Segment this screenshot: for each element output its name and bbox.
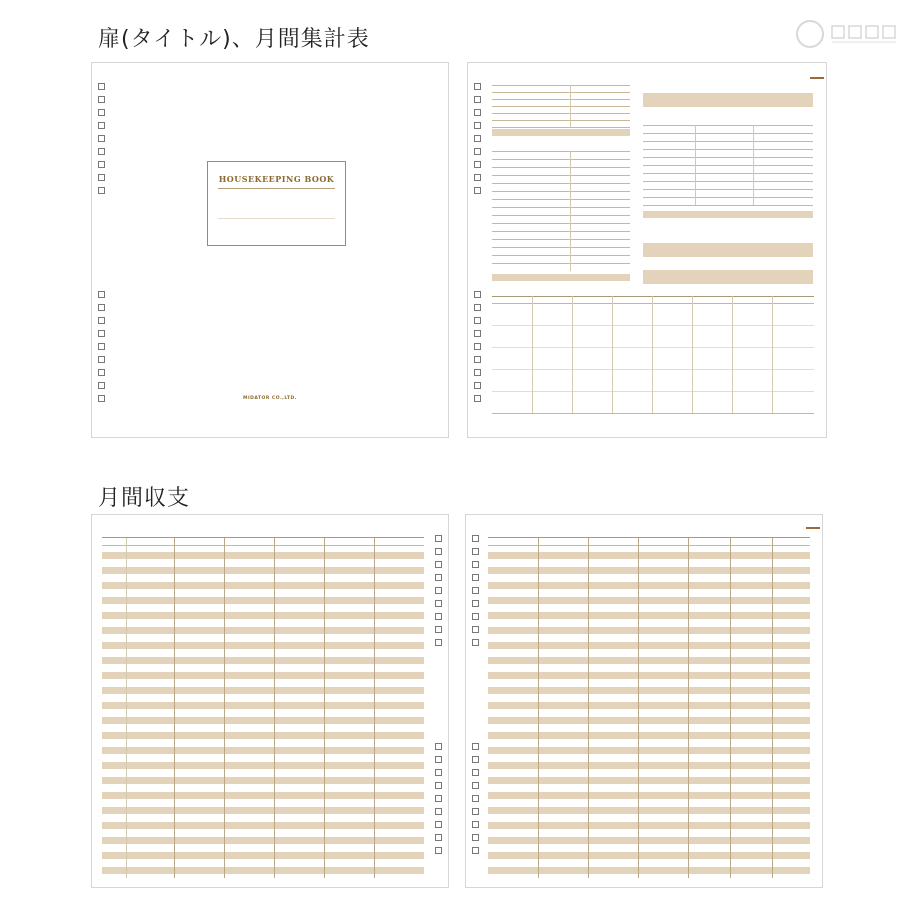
table-rule xyxy=(492,207,630,208)
punch-hole-icon xyxy=(472,821,479,828)
table-rule xyxy=(492,199,630,200)
header-rule xyxy=(488,545,810,546)
grid-col-rule xyxy=(692,296,693,413)
punch-hole-icon xyxy=(98,356,105,363)
punch-hole-icon xyxy=(472,847,479,854)
grid-col-rule xyxy=(652,296,653,413)
punch-hole-icon xyxy=(435,535,442,542)
table-rule xyxy=(643,205,813,206)
table-rule xyxy=(492,183,630,184)
punch-hole-icon xyxy=(98,148,105,155)
punch-hole-icon xyxy=(474,291,481,298)
punch-hole-icon xyxy=(474,343,481,350)
income-total-band xyxy=(492,129,630,136)
punch-hole-icon xyxy=(472,782,479,789)
section-title-bottom: 月間収支 xyxy=(98,486,191,511)
punch-hole-icon xyxy=(472,535,479,542)
table-rule xyxy=(492,167,630,168)
punch-hole-icon xyxy=(472,769,479,776)
punch-hole-icon xyxy=(98,174,105,181)
punch-holes-lower xyxy=(435,743,442,854)
col-rule xyxy=(730,538,731,878)
balance-band xyxy=(643,270,813,284)
punch-hole-icon xyxy=(474,122,481,129)
grid-rule xyxy=(492,369,814,370)
grid-rule xyxy=(492,296,814,297)
variable-total-band xyxy=(643,211,813,218)
cover-name-line xyxy=(218,218,335,219)
table-rule xyxy=(643,157,813,158)
table-rule xyxy=(643,141,813,142)
col-rule xyxy=(538,538,539,878)
ledger-grid-right xyxy=(488,537,810,878)
punch-hole-icon xyxy=(98,291,105,298)
punch-hole-icon xyxy=(472,626,479,633)
col-rule xyxy=(772,538,773,878)
table-rule xyxy=(492,239,630,240)
punch-hole-icon xyxy=(474,96,481,103)
punch-hole-icon xyxy=(472,639,479,646)
punch-hole-icon xyxy=(435,613,442,620)
table-rule xyxy=(492,159,630,160)
punch-hole-icon xyxy=(435,626,442,633)
punch-hole-icon xyxy=(98,96,105,103)
punch-hole-icon xyxy=(435,639,442,646)
punch-hole-icon xyxy=(98,109,105,116)
punch-hole-icon xyxy=(435,847,442,854)
header-rule xyxy=(102,545,424,546)
punch-hole-icon xyxy=(98,304,105,311)
grid-col-rule xyxy=(612,296,613,413)
punch-hole-icon xyxy=(474,161,481,168)
table-rule xyxy=(492,175,630,176)
accent-tab xyxy=(810,77,824,79)
punch-hole-icon xyxy=(474,317,481,324)
punch-holes-upper xyxy=(98,83,105,194)
punch-hole-icon xyxy=(472,574,479,581)
punch-hole-icon xyxy=(435,821,442,828)
budget-band xyxy=(643,93,813,107)
punch-hole-icon xyxy=(98,317,105,324)
accent-tab xyxy=(806,527,820,529)
punch-hole-icon xyxy=(435,574,442,581)
punch-hole-icon xyxy=(472,548,479,555)
punch-hole-icon xyxy=(474,382,481,389)
table-rule xyxy=(492,263,630,264)
cover-brand: MIDATOR CO.,LTD. xyxy=(242,396,298,401)
punch-hole-icon xyxy=(435,795,442,802)
col-rule xyxy=(588,538,589,878)
grid-rule xyxy=(492,413,814,414)
punch-hole-icon xyxy=(472,587,479,594)
table-col-rule xyxy=(570,85,571,127)
punch-hole-icon xyxy=(435,808,442,815)
table-rule xyxy=(643,197,813,198)
punch-hole-icon xyxy=(435,587,442,594)
table-col-rule xyxy=(570,151,571,271)
punch-hole-icon xyxy=(435,756,442,763)
table-col-rule xyxy=(753,125,754,205)
grid-rule xyxy=(492,325,814,326)
cover-title-box xyxy=(207,161,346,246)
punch-holes-lower xyxy=(474,291,481,402)
grid-col-rule xyxy=(572,296,573,413)
table-rule xyxy=(492,215,630,216)
punch-hole-icon xyxy=(98,122,105,129)
table-rule xyxy=(492,113,630,114)
table-rule xyxy=(643,165,813,166)
punch-hole-icon xyxy=(474,187,481,194)
ledger-page-left xyxy=(91,514,449,888)
punch-hole-icon xyxy=(98,83,105,90)
table-rule xyxy=(492,223,630,224)
punch-hole-icon xyxy=(474,369,481,376)
punch-hole-icon xyxy=(98,369,105,376)
punch-hole-icon xyxy=(435,769,442,776)
punch-hole-icon xyxy=(474,83,481,90)
punch-hole-icon xyxy=(472,600,479,607)
col-rule xyxy=(224,538,225,878)
table-rule xyxy=(643,133,813,134)
table-rule xyxy=(492,255,630,256)
punch-hole-icon xyxy=(435,548,442,555)
grid-rule xyxy=(492,347,814,348)
punch-hole-icon xyxy=(472,808,479,815)
punch-hole-icon xyxy=(472,561,479,568)
punch-hole-icon xyxy=(98,330,105,337)
punch-hole-icon xyxy=(474,356,481,363)
col-rule xyxy=(174,538,175,878)
punch-holes-upper xyxy=(472,535,479,646)
table-rule xyxy=(492,99,630,100)
summary-page xyxy=(467,62,827,438)
table-col-rule xyxy=(695,125,696,205)
punch-hole-icon xyxy=(474,174,481,181)
punch-hole-icon xyxy=(435,561,442,568)
table-rule xyxy=(492,151,630,152)
table-rule xyxy=(643,149,813,150)
grid-rule xyxy=(492,391,814,392)
section-title-top: 扉(タイトル)、月間集計表 xyxy=(98,27,370,52)
watermark-logo xyxy=(796,20,900,48)
table-rule xyxy=(492,231,630,232)
punch-hole-icon xyxy=(98,187,105,194)
table-rule xyxy=(492,85,630,86)
punch-hole-icon xyxy=(472,756,479,763)
punch-hole-icon xyxy=(474,148,481,155)
savings-band xyxy=(643,243,813,257)
col-rule xyxy=(688,538,689,878)
punch-hole-icon xyxy=(472,613,479,620)
punch-hole-icon xyxy=(472,795,479,802)
col-rule xyxy=(274,538,275,878)
punch-holes-upper xyxy=(474,83,481,194)
punch-hole-icon xyxy=(435,834,442,841)
punch-hole-icon xyxy=(98,161,105,168)
table-rule xyxy=(492,92,630,93)
logo-wordmark xyxy=(830,23,900,45)
ledger-grid-left xyxy=(102,537,424,878)
fixed-total-band xyxy=(492,274,630,281)
col-rule xyxy=(638,538,639,878)
punch-holes-upper xyxy=(435,535,442,646)
punch-hole-icon xyxy=(98,382,105,389)
table-rule xyxy=(643,181,813,182)
col-rule xyxy=(126,538,127,878)
punch-hole-icon xyxy=(474,135,481,142)
table-rule xyxy=(643,189,813,190)
punch-hole-icon xyxy=(472,743,479,750)
circle-logo-icon xyxy=(796,20,824,48)
punch-hole-icon xyxy=(474,304,481,311)
col-rule xyxy=(324,538,325,878)
punch-holes-lower xyxy=(98,291,105,402)
punch-hole-icon xyxy=(98,343,105,350)
ledger-page-right xyxy=(465,514,823,888)
punch-hole-icon xyxy=(435,782,442,789)
grid-rule xyxy=(492,303,814,304)
table-rule xyxy=(643,173,813,174)
punch-hole-icon xyxy=(474,330,481,337)
punch-hole-icon xyxy=(474,395,481,402)
punch-holes-lower xyxy=(472,743,479,854)
table-rule xyxy=(492,247,630,248)
table-rule xyxy=(492,120,630,121)
col-rule xyxy=(374,538,375,878)
table-rule xyxy=(492,106,630,107)
cover-page xyxy=(91,62,449,438)
table-rule xyxy=(492,191,630,192)
cover-title: HOUSEKEEPING BOOK xyxy=(218,174,335,184)
punch-hole-icon xyxy=(472,834,479,841)
grid-col-rule xyxy=(532,296,533,413)
table-rule xyxy=(492,127,630,128)
cover-divider xyxy=(218,188,335,189)
punch-hole-icon xyxy=(435,600,442,607)
punch-hole-icon xyxy=(435,743,442,750)
punch-hole-icon xyxy=(474,109,481,116)
table-rule xyxy=(643,125,813,126)
grid-col-rule xyxy=(772,296,773,413)
punch-hole-icon xyxy=(98,135,105,142)
grid-col-rule xyxy=(732,296,733,413)
